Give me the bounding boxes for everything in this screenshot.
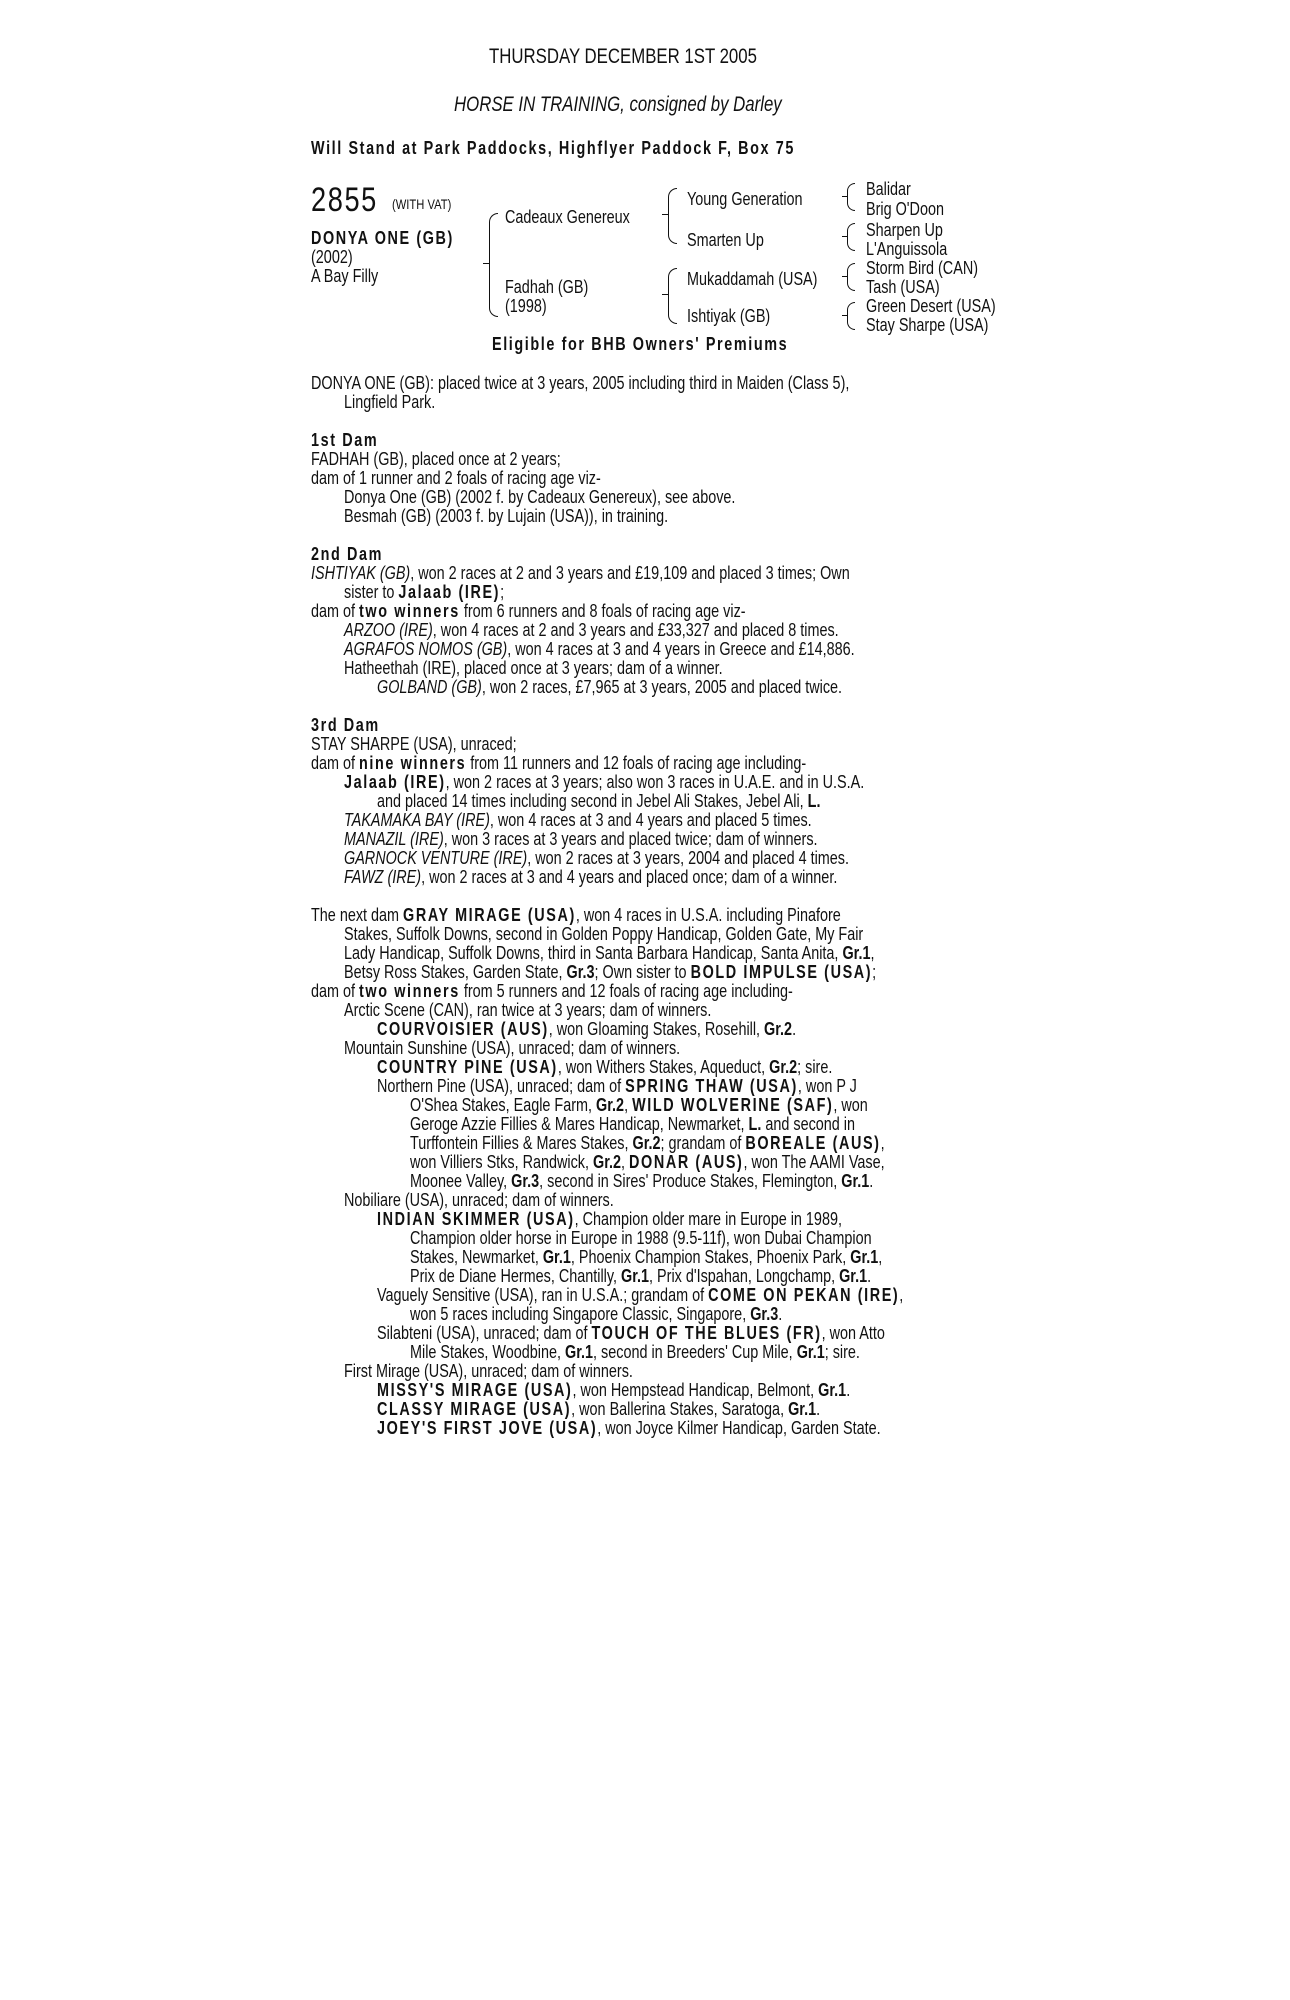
eligibility-note: Eligible for BHB Owners' Premiums — [492, 334, 789, 354]
next-dam-line: O'Shea Stakes, Eagle Farm, Gr.2, WILD WOLVERINE (SAF), won — [410, 1095, 868, 1115]
pedigree-brace-sd-tick — [842, 236, 848, 237]
third-dam-line: MANAZIL (IRE), won 3 races at 3 years and placed twice; dam of winners. — [344, 829, 818, 849]
next-dam-line: Geroge Azzie Fillies & Mares Handicap, Newmarket, L. and second in — [410, 1114, 856, 1134]
second-dam-line: ISHTIYAK (GB), won 2 races at 2 and 3 years and £19,109 and placed 3 times; Own — [311, 563, 850, 583]
pedigree-brace-dd — [847, 302, 855, 330]
pedigree-brace-sire-tick — [662, 214, 668, 215]
second-dam-heading: 2nd Dam — [311, 544, 384, 564]
pedigree-sire-dam: Smarten Up — [687, 230, 764, 250]
next-dam-line: Turffontein Fillies & Mares Stakes, Gr.2; grandam of BOREALE (AUS), — [410, 1133, 885, 1153]
third-dam-line: dam of nine winners from 11 runners and 12 foals of racing age including- — [311, 753, 807, 773]
next-dam-line: Northern Pine (USA), unraced; dam of SPRING THAW (USA), won P J — [377, 1076, 857, 1096]
pedigree-dsd: Tash (USA) — [866, 277, 940, 297]
third-dam-line: GARNOCK VENTURE (IRE), won 2 races at 3 years, 2004 and placed 4 times. — [344, 848, 850, 868]
next-dam-line: Silabteni (USA), unraced; dam of TOUCH OF THE BLUES (FR), won Atto — [377, 1323, 885, 1343]
pedigree-brace-main-tick — [483, 263, 489, 264]
pedigree-dam: Fadhah (GB) — [505, 277, 589, 297]
consignor-line: HORSE IN TRAINING, consigned by Darley — [454, 93, 782, 116]
first-dam-line: FADHAH (GB), placed once at 2 years; — [311, 449, 561, 469]
next-dam-line: Mountain Sunshine (USA), unraced; dam of winners. — [344, 1038, 681, 1058]
next-dam-line: COUNTRY PINE (USA), won Withers Stakes, Aqueduct, Gr.2; sire. — [377, 1057, 833, 1077]
first-dam-line: dam of 1 runner and 2 foals of racing age viz- — [311, 468, 601, 488]
pedigree-brace-main — [489, 213, 498, 317]
next-dam-line: INDIAN SKIMMER (USA), Champion older mare in Europe in 1989, — [377, 1209, 842, 1229]
third-dam-line: STAY SHARPE (USA), unraced; — [311, 734, 517, 754]
next-dam-line: The next dam GRAY MIRAGE (USA), won 4 races in U.S.A. including Pinafore — [311, 905, 841, 925]
intro-line-2: Lingfield Park. — [344, 392, 436, 412]
pedigree-sss: Balidar — [866, 179, 911, 199]
next-dam-line: JOEY'S FIRST JOVE (USA), won Joyce Kilmer Handicap, Garden State. — [377, 1418, 881, 1438]
third-dam-line: and placed 14 times including second in Jebel Ali Stakes, Jebel Ali, L. — [377, 791, 821, 811]
next-dam-line: Arctic Scene (CAN), ran twice at 3 years; dam of winners. — [344, 1000, 712, 1020]
vat-note: (WITH VAT) — [392, 196, 452, 212]
sale-date: THURSDAY DECEMBER 1ST 2005 — [489, 45, 757, 68]
second-dam-line: sister to Jalaab (IRE); — [344, 582, 505, 602]
first-dam-line: Donya One (GB) (2002 f. by Cadeaux Genereux), see above. — [344, 487, 736, 507]
next-dam-line: Mile Stakes, Woodbine, Gr.1, second in Breeders' Cup Mile, Gr.1; sire. — [410, 1342, 860, 1362]
pedigree-ssd: Brig O'Doon — [866, 199, 944, 219]
second-dam-line: Hatheethah (IRE), placed once at 3 years; dam of a winner. — [344, 658, 723, 678]
pedigree-dam-sire: Mukaddamah (USA) — [687, 269, 818, 289]
next-dam-line: Stakes, Newmarket, Gr.1, Phoenix Champion Stakes, Phoenix Park, Gr.1, — [410, 1247, 883, 1267]
next-dam-line: First Mirage (USA), unraced; dam of winners. — [344, 1361, 633, 1381]
next-dam-line: Nobiliare (USA), unraced; dam of winners. — [344, 1190, 614, 1210]
second-dam-line: dam of two winners from 6 runners and 8 foals of racing age viz- — [311, 601, 746, 621]
pedigree-sdd: L'Anguissola — [866, 239, 948, 259]
pedigree-brace-dam-tick — [662, 294, 668, 295]
pedigree-brace-ss — [847, 183, 855, 211]
next-dam-line: Prix de Diane Hermes, Chantilly, Gr.1, Prix d'Ispahan, Longchamp, Gr.1. — [410, 1266, 872, 1286]
next-dam-line: dam of two winners from 5 runners and 12 foals of racing age including- — [311, 981, 793, 1001]
pedigree-brace-sd — [847, 223, 855, 251]
next-dam-line: Betsy Ross Stakes, Garden State, Gr.3; Own sister to BOLD IMPULSE (USA); — [344, 962, 877, 982]
horse-description: A Bay Filly — [311, 266, 379, 286]
pedigree-brace-ss-tick — [842, 196, 848, 197]
second-dam-line: ARZOO (IRE), won 4 races at 2 and 3 years and £33,327 and placed 8 times. — [344, 620, 839, 640]
next-dam-line: Vaguely Sensitive (USA), ran in U.S.A.; grandam of COME ON PEKAN (IRE), — [377, 1285, 904, 1305]
stable-location: Will Stand at Park Paddocks, Highflyer Paddock F, Box 75 — [311, 138, 795, 158]
foaling-year: (2002) — [311, 247, 353, 267]
first-dam-line: Besmah (GB) (2003 f. by Lujain (USA)), in training. — [344, 506, 669, 526]
pedigree-dam-year: (1998) — [505, 296, 547, 316]
next-dam-line: COURVOISIER (AUS), won Gloaming Stakes, Rosehill, Gr.2. — [377, 1019, 797, 1039]
second-dam-line: AGRAFOS NOMOS (GB), won 4 races at 3 and 4 years in Greece and £14,886. — [344, 639, 855, 659]
pedigree-dss: Storm Bird (CAN) — [866, 258, 979, 278]
next-dam-line: won 5 races including Singapore Classic, Singapore, Gr.3. — [410, 1304, 783, 1324]
third-dam-line: FAWZ (IRE), won 2 races at 3 and 4 years and placed once; dam of a winner. — [344, 867, 838, 887]
pedigree-ddd: Stay Sharpe (USA) — [866, 315, 989, 335]
third-dam-heading: 3rd Dam — [311, 715, 380, 735]
second-dam-line: GOLBAND (GB), won 2 races, £7,965 at 3 years, 2005 and placed twice. — [377, 677, 843, 697]
next-dam-line: MISSY'S MIRAGE (USA), won Hempstead Handicap, Belmont, Gr.1. — [377, 1380, 851, 1400]
next-dam-line: Lady Handicap, Suffolk Downs, third in Santa Barbara Handicap, Santa Anita, Gr.1, — [344, 943, 875, 963]
horse-name: DONYA ONE (GB) — [311, 228, 454, 248]
pedigree-dam-dam: Ishtiyak (GB) — [687, 306, 771, 326]
next-dam-line: Stakes, Suffolk Downs, second in Golden Poppy Handicap, Golden Gate, My Fair — [344, 924, 864, 944]
third-dam-line: Jalaab (IRE), won 2 races at 3 years; also won 3 races in U.A.E. and in U.S.A. — [344, 772, 865, 792]
third-dam-line: TAKAMAKA BAY (IRE), won 4 races at 3 and 4 years and placed 5 times. — [344, 810, 812, 830]
pedigree-brace-dam — [668, 268, 677, 324]
lot-number: 2855 — [311, 181, 378, 219]
pedigree-brace-sire — [668, 188, 677, 244]
pedigree-sire: Cadeaux Genereux — [505, 207, 630, 227]
pedigree-brace-dd-tick — [842, 315, 848, 316]
pedigree-sire-sire: Young Generation — [687, 189, 803, 209]
pedigree-sds: Sharpen Up — [866, 220, 943, 240]
next-dam-line: Moonee Valley, Gr.3, second in Sires' Produce Stakes, Flemington, Gr.1. — [410, 1171, 874, 1191]
first-dam-heading: 1st Dam — [311, 430, 379, 450]
next-dam-line: Champion older horse in Europe in 1988 (9.5-11f), won Dubai Champion — [410, 1228, 872, 1248]
next-dam-line: won Villiers Stks, Randwick, Gr.2, DONAR (AUS), won The AAMI Vase, — [410, 1152, 885, 1172]
pedigree-dds: Green Desert (USA) — [866, 296, 996, 316]
next-dam-line: CLASSY MIRAGE (USA), won Ballerina Stakes, Saratoga, Gr.1. — [377, 1399, 821, 1419]
intro-line-1: DONYA ONE (GB): placed twice at 3 years, 2005 including third in Maiden (Class 5), — [311, 373, 850, 393]
